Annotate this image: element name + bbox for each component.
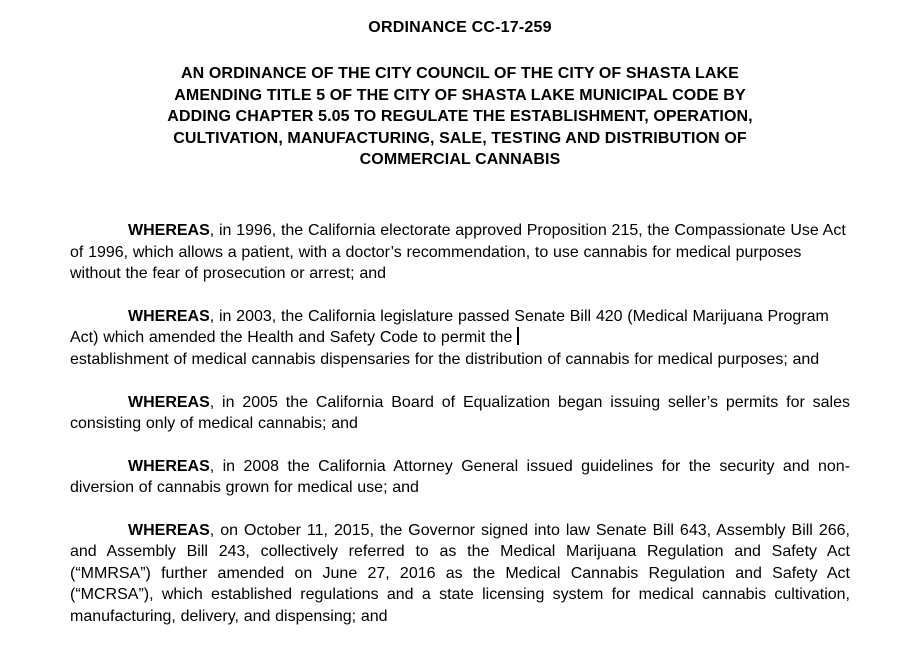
- text-cursor-bar: [517, 327, 519, 345]
- heading-line: COMMERCIAL CANNABIS: [359, 151, 561, 169]
- whereas-lead: WHEREAS: [128, 522, 210, 540]
- whereas-paragraph: [70, 392, 850, 435]
- ordinance-heading: [70, 63, 850, 170]
- heading-line: AN ORDINANCE OF THE CITY COUNCIL OF THE CITY OF SHASTA LAKE: [181, 65, 739, 83]
- ordinance-body: [70, 220, 850, 627]
- paragraph-text: , in 2003, the California legislature passed Senate Bill 420 (Medical Marijuana Program Act) which amended the Health and Safety Code to permit the: [70, 308, 829, 347]
- paragraph-text: , in 2005 the California Board of Equalization began issuing seller’s permits for sales consisting only of medical cannabis; and: [70, 393, 850, 433]
- paragraph-text: establishment of medical cannabis dispensaries for the distribution of cannabis for medical purposes; and: [70, 350, 820, 368]
- heading-line: CULTIVATION, MANUFACTURING, SALE, TESTING AND DISTRIBUTION OF: [173, 129, 747, 147]
- whereas-lead: WHEREAS: [128, 393, 210, 411]
- whereas-lead: WHEREAS: [128, 222, 210, 240]
- whereas-paragraph: [70, 456, 850, 499]
- ordinance-number-title: ORDINANCE CC-17-259: [368, 19, 552, 36]
- paragraph-text: , in 1996, the California electorate approved Proposition 215, the Compassionate Use Act of 1996, which allows a patient, with a doctor’s recommendation, to use cannabis for medical purposes without the fear of prosecution or arrest; and: [70, 222, 846, 283]
- heading-line: ADDING CHAPTER 5.05 TO REGULATE THE ESTABLISHMENT, OPERATION,: [167, 108, 753, 126]
- whereas-lead: WHEREAS: [128, 308, 210, 326]
- paragraph-text: , in 2008 the California Attorney General issued guidelines for the security and non-diversion of cannabis grown for medical use; and: [70, 457, 850, 497]
- paragraph-text: , on October 11, 2015, the Governor signed into law Senate Bill 643, Assembly Bill 266, and Assembly Bill 243, collectively referred to as the Medical Marijuana Regulation and Safety Act (“MMRSA”) further amended on June 27, 2016 as the Medical Cannabis Regulation and Safety Act (“MCRSA”), which established regulations and a state licensing system for medical cannabis cultivation, manufacturing, delivery, and dispensing; and: [70, 522, 850, 625]
- whereas-paragraph: [70, 520, 850, 627]
- heading-line: AMENDING TITLE 5 OF THE CITY OF SHASTA LAKE MUNICIPAL CODE BY: [174, 86, 746, 104]
- whereas-paragraph: [70, 306, 850, 370]
- whereas-paragraph: [70, 220, 850, 284]
- whereas-lead: WHEREAS: [128, 457, 210, 475]
